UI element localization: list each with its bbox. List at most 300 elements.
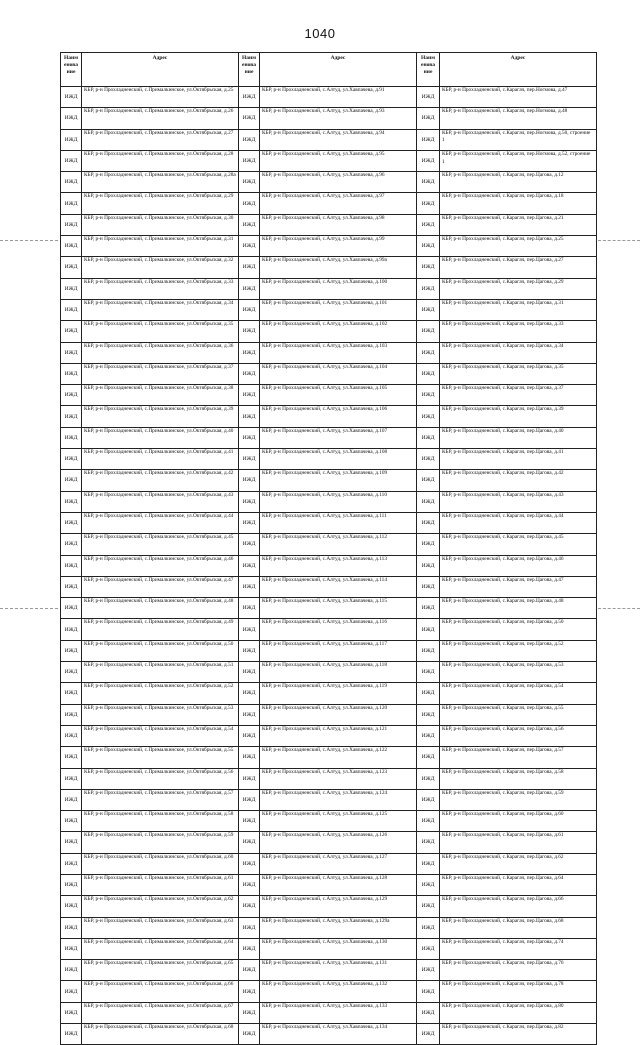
address-cell: КБР, р-н Прохладненский, с.Прималкинское, ул.Октябрьская, д.50 — [82, 640, 239, 661]
address-cell: КБР, р-н Прохладненский, с.Алтуд, ул.Хавпачева, д.107 — [260, 427, 417, 448]
address-cell: КБР, р-н Прохладненский, с.Карагач, пер.Цагова, д.76 — [440, 960, 597, 981]
table-row — [61, 896, 597, 917]
address-cell: КБР, р-н Прохладненский, с.Алтуд, ул.Хавпачева, д.114 — [260, 576, 417, 597]
building-type-cell: ИЖД — [239, 789, 260, 810]
address-cell: КБР, р-н Прохладненский, с.Алтуд, ул.Хавпачева, д.105 — [260, 385, 417, 406]
table-header-row — [61, 53, 597, 87]
address-cell: КБР, р-н Прохладненский, с.Карагач, пер.Цагова, д.43 — [440, 491, 597, 512]
building-type-cell: ИЖД — [417, 449, 440, 470]
page-number: 1040 — [304, 26, 336, 41]
table-row — [61, 172, 597, 193]
address-cell: КБР, р-н Прохладненский, с.Алтуд, ул.Хавпачева, д.98 — [260, 214, 417, 235]
address-cell: КБР, р-н Прохладненский, с.Карагач, пер.Ногмова, д.48 — [440, 108, 597, 129]
building-type-cell: ИЖД — [417, 321, 440, 342]
building-type-cell: ИЖД — [417, 129, 440, 150]
address-cell: КБР, р-н Прохладненский, с.Прималкинское, ул.Октябрьская, д.34 — [82, 299, 239, 320]
building-type-cell: ИЖД — [239, 832, 260, 853]
building-type-cell: ИЖД — [417, 981, 440, 1002]
building-type-cell: ИЖД — [239, 704, 260, 725]
building-type-cell: ИЖД — [417, 406, 440, 427]
address-cell: КБР, р-н Прохладненский, с.Алтуд, ул.Хавпачева, д.117 — [260, 640, 417, 661]
address-cell: КБР, р-н Прохладненский, с.Алтуд, ул.Хавпачева, д.104 — [260, 363, 417, 384]
address-cell: КБР, р-н Прохладненский, с.Карагач, пер.Цагова, д.53 — [440, 662, 597, 683]
table-row — [61, 427, 597, 448]
building-type-cell: ИЖД — [239, 662, 260, 683]
building-type-cell: ИЖД — [61, 278, 82, 299]
building-type-cell: ИЖД — [417, 811, 440, 832]
building-type-cell: ИЖД — [239, 619, 260, 640]
building-type-cell: ИЖД — [239, 1024, 260, 1045]
address-cell: КБР, р-н Прохладненский, с.Алтуд, ул.Хавпачева, д.130 — [260, 938, 417, 959]
building-type-cell: ИЖД — [239, 853, 260, 874]
building-type-cell: ИЖД — [239, 640, 260, 661]
address-cell: КБР, р-н Прохладненский, с.Прималкинское, ул.Октябрьская, д.37 — [82, 363, 239, 384]
table-row — [61, 768, 597, 789]
address-cell: КБР, р-н Прохладненский, с.Карагач, пер.Цагова, д.80 — [440, 1002, 597, 1023]
table-row — [61, 917, 597, 938]
building-type-cell: ИЖД — [239, 598, 260, 619]
address-cell: КБР, р-н Прохладненский, с.Прималкинское, ул.Октябрьская, д.65 — [82, 960, 239, 981]
address-cell: КБР, р-н Прохладненский, с.Прималкинское, ул.Октябрьская, д.64 — [82, 938, 239, 959]
building-type-cell: ИЖД — [61, 917, 82, 938]
address-cell: КБР, р-н Прохладненский, с.Прималкинское, ул.Октябрьская, д.39 — [82, 406, 239, 427]
address-cell: КБР, р-н Прохладненский, с.Прималкинское, ул.Октябрьская, д.29 — [82, 193, 239, 214]
building-type-cell: ИЖД — [239, 385, 260, 406]
table-row — [61, 747, 597, 768]
address-cell: КБР, р-н Прохладненский, с.Прималкинское, ул.Октябрьская, д.27 — [82, 129, 239, 150]
building-type-cell: ИЖД — [417, 257, 440, 278]
address-cell: КБР, р-н Прохладненский, с.Карагач, пер.Цагова, д.27 — [440, 257, 597, 278]
table-row — [61, 704, 597, 725]
building-type-cell: ИЖД — [417, 662, 440, 683]
address-cell: КБР, р-н Прохладненский, с.Карагач, пер.Цагова, д.25 — [440, 236, 597, 257]
address-cell: КБР, р-н Прохладненский, с.Алтуд, ул.Хавпачева, д.111 — [260, 512, 417, 533]
building-type-cell: ИЖД — [239, 938, 260, 959]
address-cell: КБР, р-н Прохладненский, с.Карагач, пер.Цагова, д.48 — [440, 598, 597, 619]
address-cell: КБР, р-н Прохладненский, с.Прималкинское, ул.Октябрьская, д.33 — [82, 278, 239, 299]
address-cell: КБР, р-н Прохладненский, с.Алтуд, ул.Хавпачева, д.123 — [260, 768, 417, 789]
building-type-cell: ИЖД — [239, 1002, 260, 1023]
table-row — [61, 874, 597, 895]
building-type-cell: ИЖД — [61, 512, 82, 533]
address-cell: КБР, р-н Прохладненский, с.Алтуд, ул.Хавпачева, д.91 — [260, 87, 417, 108]
address-cell: КБР, р-н Прохладненский, с.Карагач, пер.Цагова, д.68 — [440, 917, 597, 938]
table-row — [61, 938, 597, 959]
building-type-cell: ИЖД — [61, 619, 82, 640]
building-type-cell: ИЖД — [61, 449, 82, 470]
address-cell: КБР, р-н Прохладненский, с.Карагач, пер.Цагова, д.56 — [440, 725, 597, 746]
building-type-cell: ИЖД — [61, 853, 82, 874]
building-type-cell: ИЖД — [239, 555, 260, 576]
building-type-cell: ИЖД — [61, 555, 82, 576]
building-type-cell: ИЖД — [417, 725, 440, 746]
building-type-cell: ИЖД — [417, 683, 440, 704]
table-row — [61, 129, 597, 150]
table-row — [61, 789, 597, 810]
address-cell: КБР, р-н Прохладненский, с.Прималкинское, ул.Октябрьская, д.40 — [82, 427, 239, 448]
address-cell: КБР, р-н Прохладненский, с.Прималкинское, ул.Октябрьская, д.57 — [82, 789, 239, 810]
building-type-cell: ИЖД — [239, 512, 260, 533]
address-cell: КБР, р-н Прохладненский, с.Прималкинское, ул.Октябрьская, д.25 — [82, 87, 239, 108]
address-cell: КБР, р-н Прохладненский, с.Прималкинское, ул.Октябрьская, д.68 — [82, 1024, 239, 1045]
building-type-cell: ИЖД — [417, 789, 440, 810]
building-type-cell: ИЖД — [417, 832, 440, 853]
building-type-cell: ИЖД — [417, 704, 440, 725]
building-type-cell: ИЖД — [417, 938, 440, 959]
building-type-cell: ИЖД — [417, 150, 440, 171]
address-cell: КБР, р-н Прохладненский, с.Алтуд, ул.Хавпачева, д.126 — [260, 832, 417, 853]
building-type-cell: ИЖД — [61, 385, 82, 406]
address-cell: КБР, р-н Прохладненский, с.Алтуд, ул.Хавпачева, д.94 — [260, 129, 417, 150]
table-row — [61, 598, 597, 619]
address-cell: КБР, р-н Прохладненский, с.Карагач, пер.Цагова, д.46 — [440, 555, 597, 576]
address-cell: КБР, р-н Прохладненский, с.Алтуд, ул.Хавпачева, д.133 — [260, 1002, 417, 1023]
building-type-cell: ИЖД — [61, 640, 82, 661]
building-type-cell: ИЖД — [239, 214, 260, 235]
address-cell: КБР, р-н Прохладненский, с.Алтуд, ул.Хавпачева, д.102 — [260, 321, 417, 342]
table-row — [61, 321, 597, 342]
table-row — [61, 619, 597, 640]
building-type-cell: ИЖД — [61, 172, 82, 193]
building-type-cell: ИЖД — [61, 576, 82, 597]
address-cell: КБР, р-н Прохладненский, с.Карагач, пер.Цагова, д.57 — [440, 747, 597, 768]
building-type-cell: ИЖД — [61, 214, 82, 235]
address-cell: КБР, р-н Прохладненский, с.Карагач, пер.Цагова, д.29 — [440, 278, 597, 299]
building-type-cell: ИЖД — [239, 683, 260, 704]
address-cell: КБР, р-н Прохладненский, с.Алтуд, ул.Хавпачева, д.118 — [260, 662, 417, 683]
address-cell: КБР, р-н Прохладненский, с.Карагач, пер.Цагова, д.12 — [440, 172, 597, 193]
address-cell: КБР, р-н Прохладненский, с.Прималкинское, ул.Октябрьская, д.47 — [82, 576, 239, 597]
address-cell: КБР, р-н Прохладненский, с.Алтуд, ул.Хавпачева, д.128 — [260, 874, 417, 895]
building-type-cell: ИЖД — [239, 449, 260, 470]
building-type-cell: ИЖД — [239, 725, 260, 746]
table-row — [61, 811, 597, 832]
address-cell: КБР, р-н Прохладненский, с.Прималкинское, ул.Октябрьская, д.26 — [82, 108, 239, 129]
table-row — [61, 576, 597, 597]
building-type-cell: ИЖД — [239, 363, 260, 384]
table-row — [61, 512, 597, 533]
address-cell: КБР, р-н Прохладненский, с.Прималкинское, ул.Октябрьская, д.36 — [82, 342, 239, 363]
address-cell: КБР, р-н Прохладненский, с.Алтуд, ул.Хавпачева, д.131 — [260, 960, 417, 981]
address-cell: КБР, р-н Прохладненский, с.Карагач, пер.Цагова, д.21 — [440, 214, 597, 235]
building-type-cell: ИЖД — [417, 512, 440, 533]
building-type-cell: ИЖД — [417, 385, 440, 406]
address-cell: КБР, р-н Прохладненский, с.Алтуд, ул.Хавпачева, д.95 — [260, 150, 417, 171]
building-type-cell: ИЖД — [417, 960, 440, 981]
building-type-cell: ИЖД — [417, 363, 440, 384]
table-row — [61, 470, 597, 491]
building-type-cell: ИЖД — [417, 874, 440, 895]
address-cell: КБР, р-н Прохладненский, с.Прималкинское, ул.Октябрьская, д.43 — [82, 491, 239, 512]
address-cell: КБР, р-н Прохладненский, с.Прималкинское, ул.Октябрьская, д.60 — [82, 853, 239, 874]
table-row — [61, 193, 597, 214]
address-cell: КБР, р-н Прохладненский, с.Карагач, пер.Цагова, д.50 — [440, 619, 597, 640]
address-cell: КБР, р-н Прохладненский, с.Алтуд, ул.Хавпачева, д.93 — [260, 108, 417, 129]
address-cell: КБР, р-н Прохладненский, с.Карагач, пер.Цагова, д.64 — [440, 874, 597, 895]
table-row — [61, 342, 597, 363]
address-cell: КБР, р-н Прохладненский, с.Алтуд, ул.Хавпачева, д.119 — [260, 683, 417, 704]
building-type-cell: ИЖД — [417, 896, 440, 917]
address-cell: КБР, р-н Прохладненский, с.Карагач, пер.Цагова, д.82 — [440, 1024, 597, 1045]
address-cell: КБР, р-н Прохладненский, с.Карагач, пер.Цагова, д.42 — [440, 470, 597, 491]
address-cell: КБР, р-н Прохладненский, с.Алтуд, ул.Хавпачева, д.122 — [260, 747, 417, 768]
building-type-cell: ИЖД — [61, 299, 82, 320]
building-type-cell: ИЖД — [239, 321, 260, 342]
address-cell: КБР, р-н Прохладненский, с.Прималкинское, ул.Октябрьская, д.44 — [82, 512, 239, 533]
table-row — [61, 491, 597, 512]
building-type-cell: ИЖД — [239, 299, 260, 320]
building-type-cell: ИЖД — [417, 278, 440, 299]
table-row — [61, 87, 597, 108]
building-type-cell: ИЖД — [61, 129, 82, 150]
building-type-cell: ИЖД — [61, 534, 82, 555]
address-cell: КБР, р-н Прохладненский, с.Прималкинское, ул.Октябрьская, д.35 — [82, 321, 239, 342]
building-type-cell: ИЖД — [61, 470, 82, 491]
building-type-cell: ИЖД — [239, 491, 260, 512]
table-row — [61, 832, 597, 853]
building-type-cell: ИЖД — [239, 874, 260, 895]
header-type-1: Наим енова ние — [61, 53, 82, 87]
building-type-cell: ИЖД — [239, 87, 260, 108]
building-type-cell: ИЖД — [61, 1024, 82, 1045]
address-cell: КБР, р-н Прохладненский, с.Прималкинское, ул.Октябрьская, д.59 — [82, 832, 239, 853]
address-cell: КБР, р-н Прохладненский, с.Прималкинское, ул.Октябрьская, д.51 — [82, 662, 239, 683]
header-type-2: Наим енова ние — [239, 53, 260, 87]
address-cell: КБР, р-н Прохладненский, с.Алтуд, ул.Хавпачева, д.97 — [260, 193, 417, 214]
address-cell: КБР, р-н Прохладненский, с.Карагач, пер.Цагова, д.60 — [440, 811, 597, 832]
address-cell: КБР, р-н Прохладненский, с.Карагач, пер.Цагова, д.59 — [440, 789, 597, 810]
address-cell: КБР, р-н Прохладненский, с.Алтуд, ул.Хавпачева, д.109 — [260, 470, 417, 491]
building-type-cell: ИЖД — [61, 342, 82, 363]
building-type-cell: ИЖД — [417, 917, 440, 938]
scan-dash-line-left — [0, 608, 58, 609]
table-row — [61, 555, 597, 576]
building-type-cell: ИЖД — [417, 87, 440, 108]
address-cell: КБР, р-н Прохладненский, с.Карагач, пер.Цагова, д.62 — [440, 853, 597, 874]
table-row — [61, 385, 597, 406]
table-row — [61, 236, 597, 257]
address-cell: КБР, р-н Прохладненский, с.Алтуд, ул.Хавпачева, д.125 — [260, 811, 417, 832]
building-type-cell: ИЖД — [417, 427, 440, 448]
address-cell: КБР, р-н Прохладненский, с.Алтуд, ул.Хавпачева, д.124 — [260, 789, 417, 810]
table-row — [61, 214, 597, 235]
address-cell: КБР, р-н Прохладненский, с.Карагач, пер.Цагова, д.55 — [440, 704, 597, 725]
building-type-cell: ИЖД — [239, 257, 260, 278]
building-type-cell: ИЖД — [239, 427, 260, 448]
building-type-cell: ИЖД — [417, 555, 440, 576]
address-cell: КБР, р-н Прохладненский, с.Алтуд, ул.Хавпачева, д.129 — [260, 896, 417, 917]
table-row — [61, 981, 597, 1002]
address-cell: КБР, р-н Прохладненский, с.Прималкинское, ул.Октябрьская, д.67 — [82, 1002, 239, 1023]
building-type-cell: ИЖД — [239, 534, 260, 555]
address-cell: КБР, р-н Прохладненский, с.Прималкинское, ул.Октябрьская, д.46 — [82, 555, 239, 576]
building-type-cell: ИЖД — [417, 214, 440, 235]
table-row — [61, 853, 597, 874]
building-type-cell: ИЖД — [239, 342, 260, 363]
table-body — [61, 87, 597, 1045]
address-cell: КБР, р-н Прохладненский, с.Прималкинское, ул.Октябрьская, д.61 — [82, 874, 239, 895]
address-cell: КБР, р-н Прохладненский, с.Карагач, пер.Цагова, д.45 — [440, 534, 597, 555]
address-cell: КБР, р-н Прохладненский, с.Прималкинское, ул.Октябрьская, д.41 — [82, 449, 239, 470]
building-type-cell: ИЖД — [61, 193, 82, 214]
address-cell: КБР, р-н Прохладненский, с.Алтуд, ул.Хавпачева, д.108 — [260, 449, 417, 470]
address-table — [60, 52, 597, 1045]
address-cell: КБР, р-н Прохладненский, с.Карагач, пер.Ногмова, д.47 — [440, 87, 597, 108]
address-cell: КБР, р-н Прохладненский, с.Прималкинское, ул.Октябрьская, д.48 — [82, 598, 239, 619]
address-cell: КБР, р-н Прохладненский, с.Прималкинское, ул.Октябрьская, д.49 — [82, 619, 239, 640]
scan-dash-line-right — [598, 608, 640, 609]
address-cell: КБР, р-н Прохладненский, с.Карагач, пер.Цагова, д.74 — [440, 938, 597, 959]
address-cell: КБР, р-н Прохладненский, с.Алтуд, ул.Хавпачева, д.134 — [260, 1024, 417, 1045]
address-cell: КБР, р-н Прохладненский, с.Прималкинское, ул.Октябрьская, д.30 — [82, 214, 239, 235]
address-cell: КБР, р-н Прохладненский, с.Карагач, пер.Цагова, д.52 — [440, 640, 597, 661]
building-type-cell: ИЖД — [417, 576, 440, 597]
table-row — [61, 640, 597, 661]
address-cell: КБР, р-н Прохладненский, с.Прималкинское, ул.Октябрьская, д.56 — [82, 768, 239, 789]
address-cell: КБР, р-н Прохладненский, с.Прималкинское, ул.Октябрьская, д.32 — [82, 257, 239, 278]
building-type-cell: ИЖД — [61, 150, 82, 171]
building-type-cell: ИЖД — [61, 406, 82, 427]
table-row — [61, 1024, 597, 1045]
building-type-cell: ИЖД — [417, 534, 440, 555]
header-address-2: Адрес — [260, 53, 417, 87]
table-row — [61, 534, 597, 555]
address-cell: КБР, р-н Прохладненский, с.Карагач, пер.Цагова, д.31 — [440, 299, 597, 320]
building-type-cell: ИЖД — [239, 768, 260, 789]
building-type-cell: ИЖД — [61, 236, 82, 257]
building-type-cell: ИЖД — [239, 236, 260, 257]
building-type-cell: ИЖД — [417, 853, 440, 874]
building-type-cell: ИЖД — [417, 299, 440, 320]
address-cell: КБР, р-н Прохладненский, с.Прималкинское, ул.Октябрьская, д.53 — [82, 704, 239, 725]
table-row — [61, 449, 597, 470]
table-row — [61, 1002, 597, 1023]
building-type-cell: ИЖД — [239, 747, 260, 768]
table-row — [61, 108, 597, 129]
address-cell: КБР, р-н Прохладненский, с.Алтуд, ул.Хавпачева, д.121 — [260, 725, 417, 746]
building-type-cell: ИЖД — [417, 1002, 440, 1023]
address-cell: КБР, р-н Прохладненский, с.Карагач, пер.Цагова, д.66 — [440, 896, 597, 917]
address-cell: КБР, р-н Прохладненский, с.Карагач, пер.Цагова, д.58 — [440, 768, 597, 789]
building-type-cell: ИЖД — [239, 278, 260, 299]
building-type-cell: ИЖД — [417, 193, 440, 214]
building-type-cell: ИЖД — [61, 832, 82, 853]
address-cell: КБР, р-н Прохладненский, с.Прималкинское, ул.Октябрьская, д.45 — [82, 534, 239, 555]
scan-dash-line-right — [598, 240, 640, 241]
building-type-cell: ИЖД — [417, 342, 440, 363]
address-cell: КБР, р-н Прохладненский, с.Карагач, пер.Ногмова, д.50, строение 1 — [440, 129, 597, 150]
building-type-cell: ИЖД — [239, 981, 260, 1002]
address-cell: КБР, р-н Прохладненский, с.Алтуд, ул.Хавпачева, д.110 — [260, 491, 417, 512]
address-cell: КБР, р-н Прохладненский, с.Прималкинское, ул.Октябрьская, д.38 — [82, 385, 239, 406]
building-type-cell: ИЖД — [61, 683, 82, 704]
address-cell: КБР, р-н Прохладненский, с.Алтуд, ул.Хавпачева, д.106 — [260, 406, 417, 427]
building-type-cell: ИЖД — [417, 491, 440, 512]
building-type-cell: ИЖД — [239, 896, 260, 917]
address-cell: КБР, р-н Прохладненский, с.Алтуд, ул.Хавпачева, д.99а — [260, 257, 417, 278]
address-cell: КБР, р-н Прохладненский, с.Алтуд, ул.Хавпачева, д.127 — [260, 853, 417, 874]
address-cell: КБР, р-н Прохладненский, с.Прималкинское, ул.Октябрьская, д.42 — [82, 470, 239, 491]
building-type-cell: ИЖД — [61, 725, 82, 746]
building-type-cell: ИЖД — [417, 172, 440, 193]
address-cell: КБР, р-н Прохладненский, с.Прималкинское, ул.Октябрьская, д.62 — [82, 896, 239, 917]
address-cell: КБР, р-н Прохладненский, с.Алтуд, ул.Хавпачева, д.113 — [260, 555, 417, 576]
table-row — [61, 725, 597, 746]
building-type-cell: ИЖД — [417, 619, 440, 640]
table-row — [61, 960, 597, 981]
address-cell: КБР, р-н Прохладненский, с.Алтуд, ул.Хавпачева, д.112 — [260, 534, 417, 555]
building-type-cell: ИЖД — [61, 874, 82, 895]
building-type-cell: ИЖД — [61, 257, 82, 278]
building-type-cell: ИЖД — [61, 811, 82, 832]
header-address-1: Адрес — [82, 53, 239, 87]
table-row — [61, 150, 597, 171]
building-type-cell: ИЖД — [61, 938, 82, 959]
building-type-cell: ИЖД — [239, 960, 260, 981]
table-row — [61, 406, 597, 427]
address-cell: КБР, р-н Прохладненский, с.Алтуд, ул.Хавпачева, д.120 — [260, 704, 417, 725]
address-cell: КБР, р-н Прохладненский, с.Карагач, пер.Цагова, д.39 — [440, 406, 597, 427]
building-type-cell: ИЖД — [239, 576, 260, 597]
building-type-cell: ИЖД — [61, 981, 82, 1002]
building-type-cell: ИЖД — [61, 896, 82, 917]
building-type-cell: ИЖД — [61, 108, 82, 129]
building-type-cell: ИЖД — [239, 811, 260, 832]
address-cell: КБР, р-н Прохладненский, с.Алтуд, ул.Хавпачева, д.96 — [260, 172, 417, 193]
building-type-cell: ИЖД — [239, 129, 260, 150]
building-type-cell: ИЖД — [61, 363, 82, 384]
address-cell: КБР, р-н Прохладненский, с.Карагач, пер.Цагова, д.78 — [440, 981, 597, 1002]
table-row — [61, 299, 597, 320]
building-type-cell: ИЖД — [61, 789, 82, 810]
building-type-cell: ИЖД — [61, 960, 82, 981]
building-type-cell: ИЖД — [61, 87, 82, 108]
building-type-cell: ИЖД — [417, 640, 440, 661]
address-cell: КБР, р-н Прохладненский, с.Карагач, пер.Цагова, д.18 — [440, 193, 597, 214]
building-type-cell: ИЖД — [417, 236, 440, 257]
building-type-cell: ИЖД — [61, 704, 82, 725]
address-cell: КБР, р-н Прохладненский, с.Карагач, пер.Ногмова, д.52, строение 1 — [440, 150, 597, 171]
address-cell: КБР, р-н Прохладненский, с.Карагач, пер.Цагова, д.40 — [440, 427, 597, 448]
building-type-cell: ИЖД — [239, 406, 260, 427]
building-type-cell: ИЖД — [61, 321, 82, 342]
table-row — [61, 257, 597, 278]
building-type-cell: ИЖД — [417, 470, 440, 491]
building-type-cell: ИЖД — [239, 108, 260, 129]
scan-dash-line-left — [0, 240, 58, 241]
address-cell: КБР, р-н Прохладненский, с.Карагач, пер.Цагова, д.61 — [440, 832, 597, 853]
address-cell: КБР, р-н Прохладненский, с.Карагач, пер.Цагова, д.54 — [440, 683, 597, 704]
address-cell: КБР, р-н Прохладненский, с.Прималкинское, ул.Октябрьская, д.31 — [82, 236, 239, 257]
address-cell: КБР, р-н Прохладненский, с.Алтуд, ул.Хавпачева, д.103 — [260, 342, 417, 363]
address-cell: КБР, р-н Прохладненский, с.Алтуд, ул.Хавпачева, д.115 — [260, 598, 417, 619]
building-type-cell: ИЖД — [239, 150, 260, 171]
address-cell: КБР, р-н Прохладненский, с.Прималкинское, ул.Октябрьская, д.28 — [82, 150, 239, 171]
address-cell: КБР, р-н Прохладненский, с.Алтуд, ул.Хавпачева, д.101 — [260, 299, 417, 320]
address-cell: КБР, р-н Прохладненский, с.Прималкинское, ул.Октябрьская, д.52 — [82, 683, 239, 704]
address-cell: КБР, р-н Прохладненский, с.Алтуд, ул.Хавпачева, д.99 — [260, 236, 417, 257]
table-row — [61, 683, 597, 704]
address-cell: КБР, р-н Прохладненский, с.Прималкинское, ул.Октябрьская, д.63 — [82, 917, 239, 938]
building-type-cell: ИЖД — [61, 768, 82, 789]
building-type-cell: ИЖД — [417, 768, 440, 789]
header-type-3: Наим енова ние — [417, 53, 440, 87]
address-cell: КБР, р-н Прохладненский, с.Прималкинское, ул.Октябрьская, д.58 — [82, 811, 239, 832]
address-cell: КБР, р-н Прохладненский, с.Карагач, пер.Цагова, д.41 — [440, 449, 597, 470]
address-cell: КБР, р-н Прохладненский, с.Алтуд, ул.Хавпачева, д.129а — [260, 917, 417, 938]
address-cell: КБР, р-н Прохладненский, с.Карагач, пер.Цагова, д.37 — [440, 385, 597, 406]
address-cell: КБР, р-н Прохладненский, с.Прималкинское, ул.Октябрьская, д.55 — [82, 747, 239, 768]
